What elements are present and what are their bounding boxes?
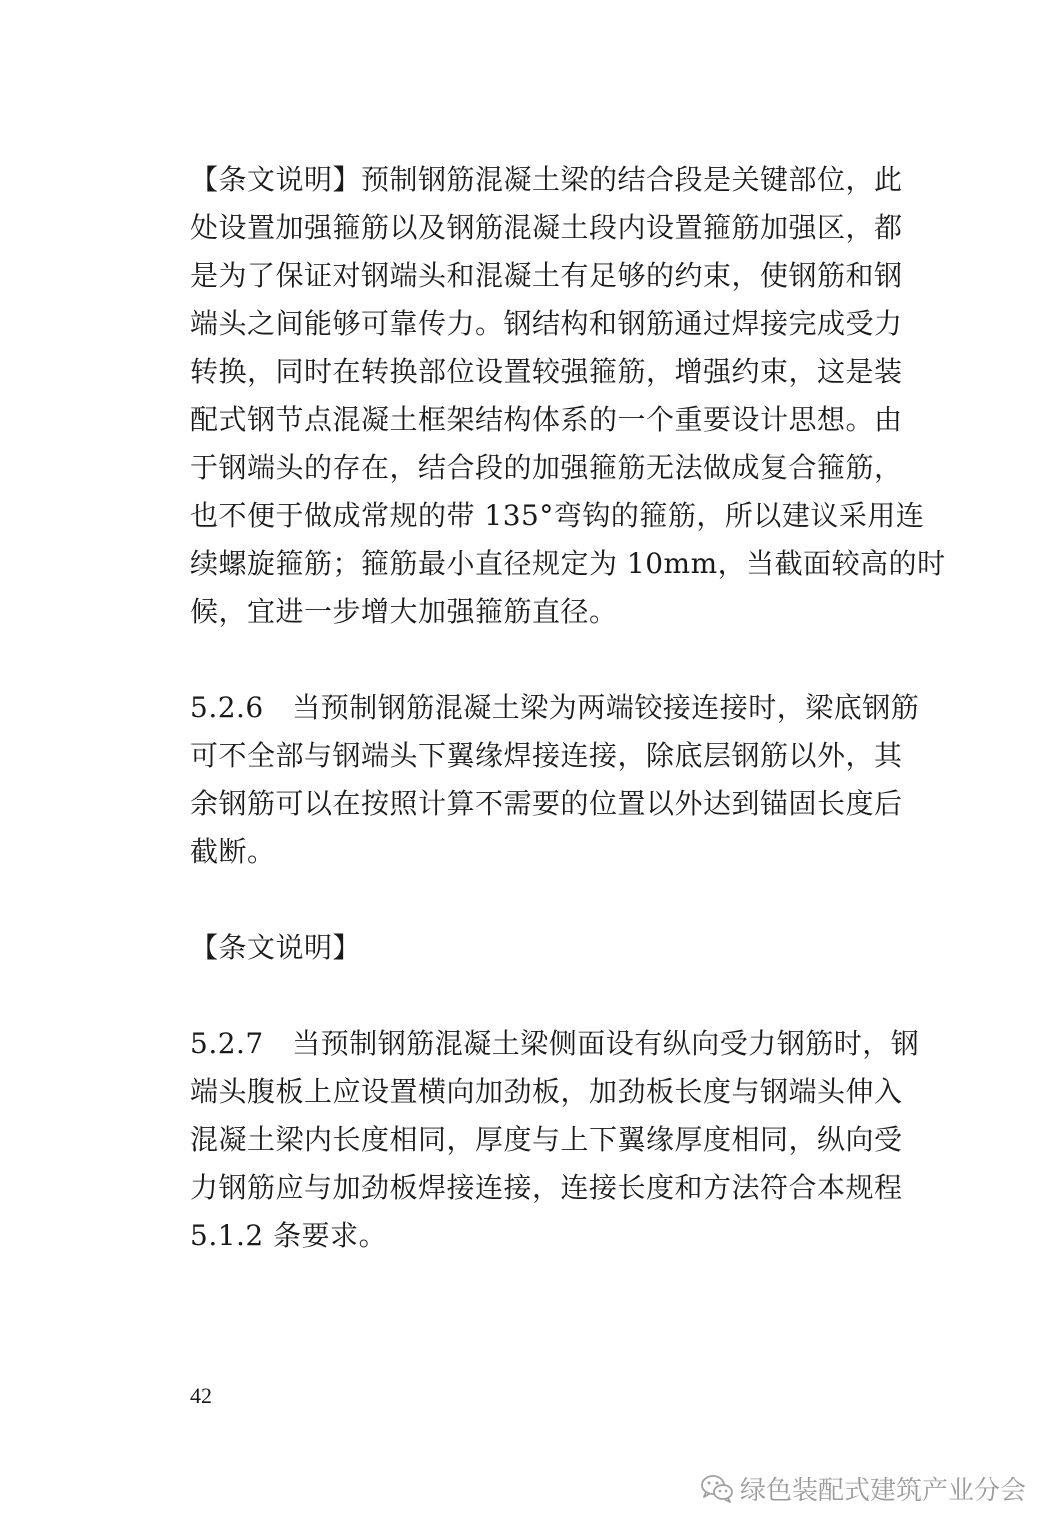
text-line: 续螺旋箍筋；箍筋最小直径规定为 10mm，当截面较高的时: [190, 547, 946, 580]
text-line: 【条文说明】: [190, 931, 362, 964]
text-line: 5.1.2 条要求。: [190, 1219, 388, 1252]
text-line: 转换，同时在转换部位设置较强箍筋，增强约束，这是装: [190, 355, 903, 388]
text-line: 余钢筋可以在按照计算不需要的位置以外达到锚固长度后: [190, 787, 903, 820]
watermark: [700, 1470, 1026, 1506]
text-line: 于钢端头的存在，结合段的加强箍筋无法做成复合箍筋，: [190, 451, 903, 484]
text-line: 可不全部与钢端头下翼缘焊接连接，除底层钢筋以外，其: [190, 739, 903, 772]
wechat-icon: [700, 1473, 734, 1503]
text-line: 端头腹板上应设置横向加劲板，加劲板长度与钢端头伸入: [190, 1075, 903, 1108]
page-number: 42: [190, 1383, 212, 1408]
text-line: 力钢筋应与加劲板焊接连接，连接长度和方法符合本规程: [190, 1171, 903, 1204]
text-line: 截断。: [190, 835, 276, 868]
text-line: 配式钢节点混凝土框架结构体系的一个重要设计思想。由: [190, 403, 903, 436]
text-line: 是为了保证对钢端头和混凝土有足够的约束，使钢筋和钢: [190, 259, 903, 292]
text-line: 也不便于做成常规的带 135°弯钩的箍筋，所以建议采用连: [190, 499, 925, 532]
text-line: 5.2.7 当预制钢筋混凝土梁侧面设有纵向受力钢筋时，钢: [190, 1027, 920, 1060]
text-line: 混凝土梁内长度相同，厚度与上下翼缘厚度相同，纵向受: [190, 1123, 903, 1156]
text-line: 端头之间能够可靠传力。钢结构和钢筋通过焊接完成受力: [190, 307, 903, 340]
text-line: 候，宜进一步增大加强箍筋直径。: [190, 595, 618, 628]
text-line: 5.2.6 当预制钢筋混凝土梁为两端铰接连接时，梁底钢筋: [190, 691, 920, 724]
watermark-text: 绿色装配式建筑产业分会: [740, 1475, 1027, 1506]
text-line: 【条文说明】预制钢筋混凝土梁的结合段是关键部位，此: [190, 163, 903, 196]
text-line: 处设置加强箍筋以及钢筋混凝土段内设置箍筋加强区，都: [190, 211, 903, 244]
